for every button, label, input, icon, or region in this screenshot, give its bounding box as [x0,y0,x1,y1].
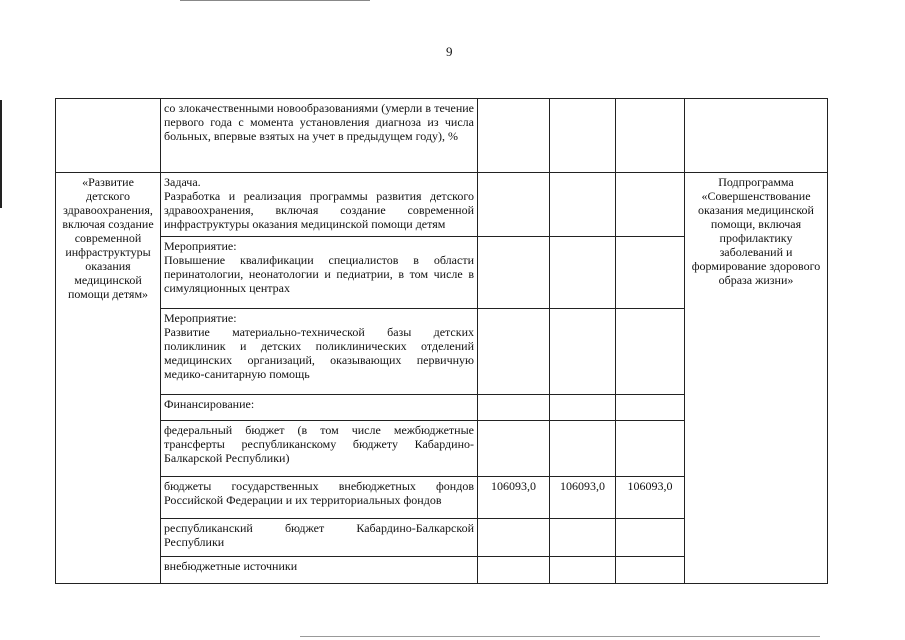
value-cell [616,173,685,237]
program-cell-empty [685,99,828,173]
value-cell [478,237,550,309]
value-cell [550,99,616,173]
value-cell [550,557,616,584]
funding-source: бюджеты государственных внебюджетных фондов Российской Федерации и их территориальных фондов [161,477,478,519]
value-cell [550,309,616,395]
value-cell [616,557,685,584]
value-cell: 106093,0 [550,477,616,519]
value-cell [478,309,550,395]
goal-cell: «Развитие детского здравоохранения, включая создание современной инфраструктуры оказания медицинской помощи детям» [56,173,161,584]
value-cell [616,519,685,557]
value-cell: 106093,0 [478,477,550,519]
value-cell [616,395,685,421]
scan-artifact-top [180,0,370,1]
measure-description: Мероприятие: Развитие материально-технической базы детских поликлиник и детских поликлинических отделений медицинских организаций, оказывающих первичную медико-санитарную помощь [161,309,478,395]
value-cell [478,395,550,421]
goal-cell-empty [56,99,161,173]
value-cell [550,173,616,237]
value-cell [478,421,550,477]
value-cell [616,421,685,477]
value-cell [478,519,550,557]
value-cell [550,395,616,421]
page-number: 9 [446,44,453,59]
program-table [55,98,828,584]
indicator-description: со злокачественными новообразованиями (умерли в течение первого года с момента установления диагноза из числа больных, впервые взятых на учет в предыдущем году), % [161,99,478,173]
table-row [56,173,828,237]
value-cell: 106093,0 [616,477,685,519]
value-cell [550,237,616,309]
value-cell [550,519,616,557]
funding-source: федеральный бюджет (в том числе межбюджетные трансферты республиканскому бюджету Кабардино-Балкарской Республики) [161,421,478,477]
table-row [56,99,828,173]
value-cell [616,309,685,395]
value-cell [550,421,616,477]
funding-source: внебюджетные источники [161,557,478,584]
scan-artifact-bottom [300,636,820,637]
funding-source: республиканский бюджет Кабардино-Балкарской Республики [161,519,478,557]
measure-description: Мероприятие: Повышение квалификации специалистов в области перинатологии, неонатологии и педиатрии, в том числе в симуляционных центрах [161,237,478,309]
value-cell [478,173,550,237]
scan-artifact-left [0,100,2,208]
task-description: Задача. Разработка и реализация программы развития детского здравоохранения, включая создание современной инфраструктуры оказания медицинской помощи детям [161,173,478,237]
program-cell: Подпрограмма «Совершенствование оказания медицинской помощи, включая профилактику заболеваний и формирование здорового образа жизни» [685,173,828,584]
financing-label: Финансирование: [161,395,478,421]
value-cell [478,557,550,584]
value-cell [616,237,685,309]
value-cell [616,99,685,173]
value-cell [478,99,550,173]
